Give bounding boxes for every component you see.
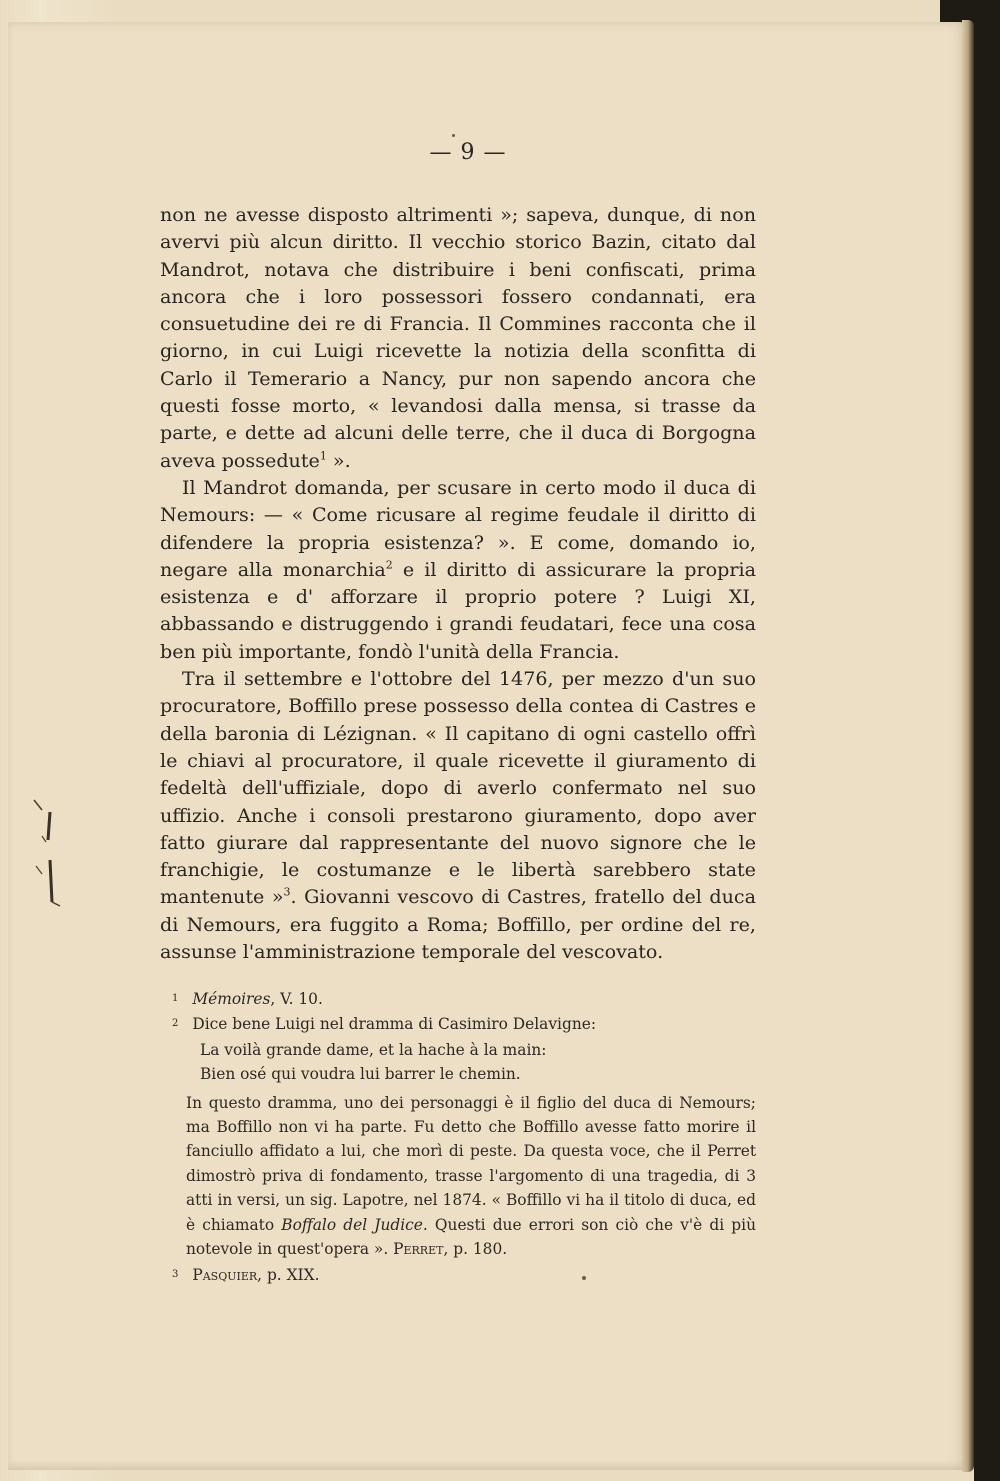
- footnote-1-mark: 1: [172, 993, 179, 1005]
- footnote-2-cite-page: , p. 180.: [443, 1239, 508, 1258]
- paragraph-1: [160, 201, 756, 474]
- footnote-2-mark: 2: [172, 1017, 179, 1029]
- footnote-3-cite-page: , p. XIX.: [257, 1266, 320, 1285]
- footnote-ref-2: 2: [385, 558, 393, 572]
- footnote-2-paragraph-a: In questo dramma, uno dei personaggi è il figlio del duca di Nemours; ma Boffillo non vi ha parte. Fu detto che Boffillo avesse fatto morire il fanciullo affidato a lui, che morì di peste. Da questa voce, che il Perret dimostrò priva di fondamento, trasse l'argomento di una tragedia, di 3 atti in versi, un sig. Lapotre, nel 1874. « Boffillo vi ha il titolo di duca, ed è chiamato: [186, 1093, 756, 1234]
- footnote-1-title: Mémoires: [192, 990, 271, 1009]
- footnote-3-mark: 3: [172, 1269, 179, 1281]
- footnote-2-cite-author: Perret: [393, 1239, 444, 1258]
- paragraph-2-text-b: e il diritto di assicurare la propria esistenza e d' afforzare il proprio potere ? Luigi XI, abbassando e distruggendo i grandi feudatari, fece una cosa ben più importante, fondò l'unità della Francia.: [160, 557, 756, 663]
- paper-speck: [452, 134, 455, 137]
- paragraph-3-text-b: . Giovanni vescovo di Castres, fratello del duca di Nemours, era fuggito a Roma; Boffillo, per ordine del re, assunse l'amministrazione temporale del vescovato.: [160, 885, 756, 964]
- footnote-2-paragraph: [186, 1091, 756, 1262]
- page-edge: [962, 20, 974, 1472]
- page-content: [160, 138, 756, 1288]
- page-number: — 9 —: [429, 140, 507, 165]
- footnote-2-verse: [200, 1038, 756, 1087]
- footnote-2-italic-title: Boffalo del Judice: [281, 1215, 423, 1234]
- paragraph-1-end: ».: [326, 448, 351, 472]
- footnote-3: [160, 1263, 756, 1287]
- paragraph-2-text-a: Il Mandrot domanda, per scusare in certo modo il duca di Nemours: — « Come ricusare al regime feudale il diritto di difendere la propria esistenza? ». E come, domando io, negare alla monarchia: [160, 475, 756, 581]
- scan-dark-border: [974, 0, 1000, 1481]
- paragraph-1-text: non ne avesse disposto altrimenti »; sapeva, dunque, di non avervi più alcun diritto. Il vecchio storico Bazin, citato dal Mandrot, notava che distribuire i beni confiscati, prima ancora che i loro possessori fossero condannati, era consuetudine dei re di Francia. Il Commines racconta che il giorno, in cui Luigi ricevette la notizia della sconfitta di Carlo il Temerario a Nancy, pur non sapendo ancora che questi fosse morto, « levandosi dalla mensa, si trasse da parte, e dette ad alcuni delle terre, che il duca di Borgogna aveva possedute: [160, 203, 756, 472]
- paragraph-2: [160, 474, 756, 665]
- footnote-3-cite-author: Pasquier: [192, 1266, 258, 1285]
- paragraph-3-text-a: Tra il settembre e l'ottobre del 1476, per mezzo d'un suo procuratore, Boffillo prese possesso della contea di Castres e della baronia di Lézignan. « Il capitano di ogni castello offrì le chiavi al procuratore, il quale ricevette il giuramento di fedeltà dell'uffiziale, dopo di averlo confermato nel suo uffizio. Anche i consoli prestarono giuramento, dopo aver fatto giurare dal rappresentante del nuovo signore che le franchigie, le costumanze e le libertà sarebbero state mantenute »: [160, 667, 756, 909]
- footnote-2-text: Dice bene Luigi nel dramma di Casimiro Delavigne:: [192, 1014, 597, 1033]
- footnote-ref-1: 1: [319, 449, 327, 463]
- verse-line-2: Bien osé qui voudra lui barrer le chemin.: [200, 1065, 521, 1084]
- footnote-2: [160, 1012, 756, 1036]
- footnotes: [160, 987, 756, 1287]
- margin-pencil-marks: [30, 790, 70, 920]
- footnote-1-rest: , V. 10.: [270, 990, 323, 1009]
- footnote-2-paragraph-b: . Questi due errori son ciò che v'è di più notevole in quest'opera ».: [186, 1215, 756, 1258]
- verse-line-1: La voilà grande dame, et la hache à la main:: [200, 1040, 547, 1059]
- footnote-ref-3: 3: [283, 886, 291, 900]
- paragraph-3: [160, 665, 756, 965]
- body-text: [160, 201, 756, 965]
- footnote-1: [160, 987, 756, 1011]
